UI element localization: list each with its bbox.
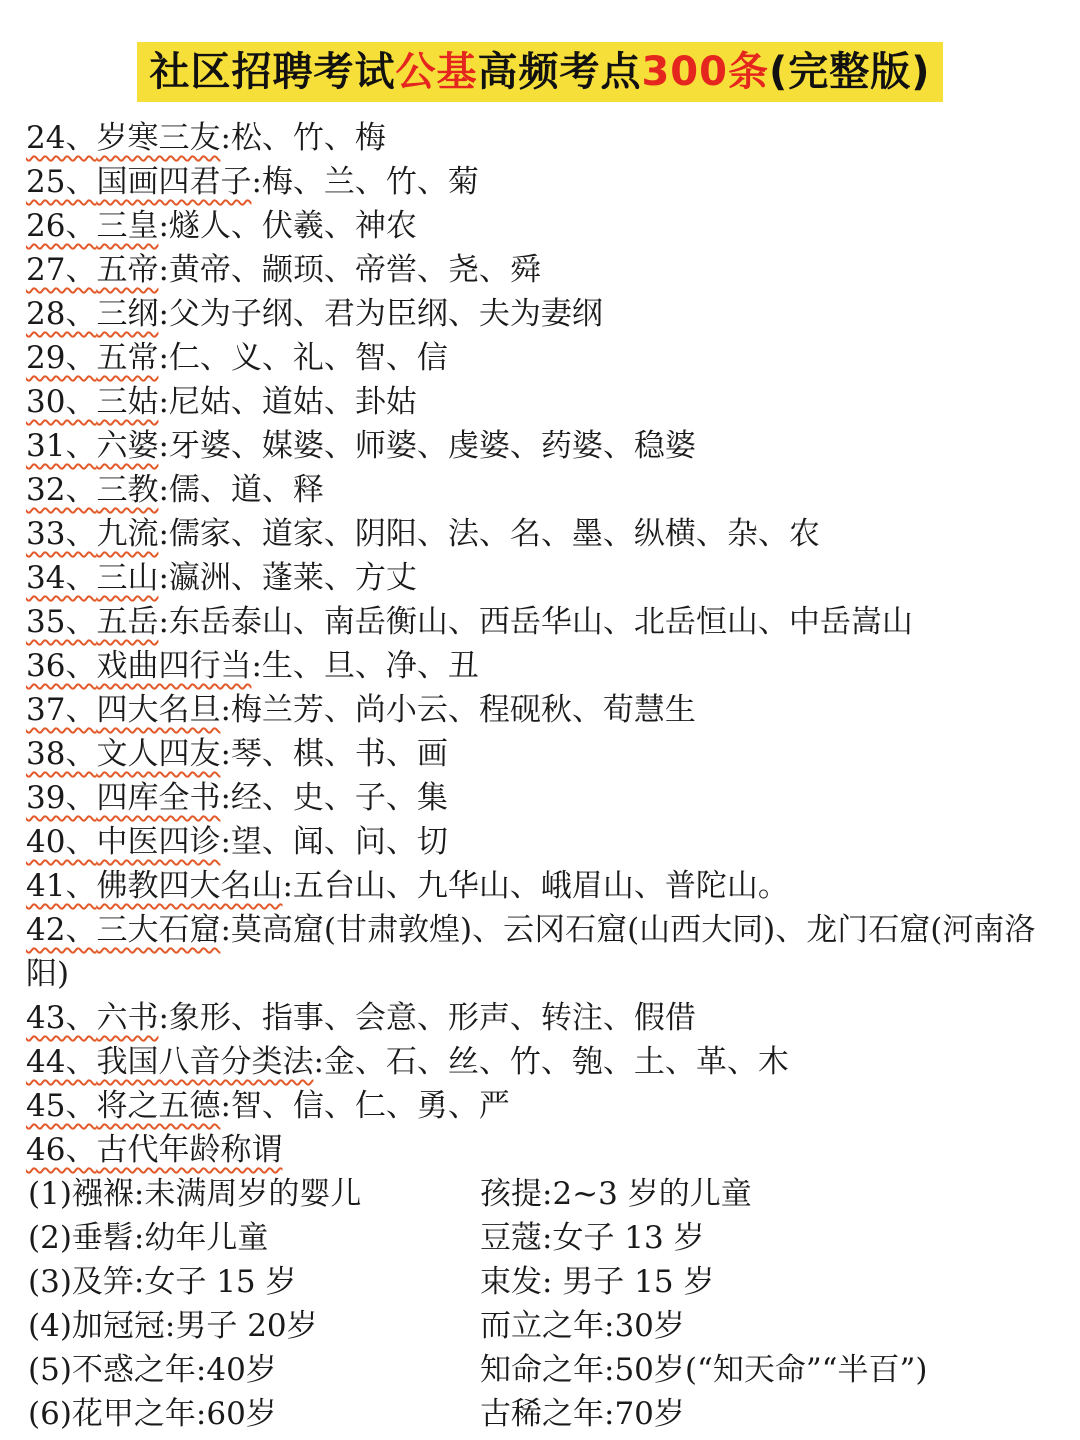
item-33: [26, 512, 1066, 556]
title-part3: 高频考点: [477, 49, 642, 95]
age-term-right: 孩提:2~3 岁的儿童: [480, 1176, 752, 1212]
item-40: [26, 820, 1066, 864]
title-bar: [0, 42, 1080, 102]
item-term: 24、岁寒三友: [26, 120, 221, 156]
item-46: [26, 1128, 1066, 1172]
item-41: [26, 864, 1066, 908]
item-content: :黄帝、颛顼、帝喾、尧、舜: [158, 252, 541, 288]
item-term: 25、国画四君子: [26, 164, 252, 200]
item-30: [26, 380, 1066, 424]
item-term: 42、三大石窟: [26, 912, 221, 948]
item-34: [26, 556, 1066, 600]
item-content: :牙婆、媒婆、师婆、虔婆、药婆、稳婆: [158, 428, 696, 464]
age-term-left: (4)加冠冠:男子 20岁: [28, 1308, 318, 1344]
item-term: 32、三教: [26, 472, 159, 508]
age-term-right: 古稀之年:70岁: [480, 1396, 685, 1432]
title-part2-red: 公基: [395, 49, 478, 95]
item-content: :父为子纲、君为臣纲、夫为妻纲: [158, 296, 603, 332]
title-part4-red: 300条: [641, 49, 769, 95]
item-content: :经、史、子、集: [220, 780, 448, 816]
age-term-left: (3)及笄:女子 15 岁: [28, 1264, 297, 1300]
item-content: :松、竹、梅: [220, 120, 386, 156]
item-list: [26, 116, 1066, 1436]
item-content: :生、旦、净、丑: [251, 648, 479, 684]
item-31: [26, 424, 1066, 468]
item-content: :梅、兰、竹、菊: [251, 164, 479, 200]
item-term: 44、我国八音分类法: [26, 1044, 314, 1080]
age-row: [26, 1348, 1066, 1392]
item-29: [26, 336, 1066, 380]
item-content: :望、闻、问、切: [220, 824, 448, 860]
age-term-left: (1)襁褓:未满周岁的婴儿: [28, 1176, 362, 1212]
age-row: [26, 1172, 1066, 1216]
age-row: [26, 1304, 1066, 1348]
item-content: :尼姑、道姑、卦姑: [158, 384, 417, 420]
item-content: :瀛洲、蓬莱、方丈: [158, 560, 417, 596]
item-content: :儒、道、释: [158, 472, 324, 508]
item-term: 43、六书: [26, 1000, 159, 1036]
item-term: 40、中医四诊: [26, 824, 221, 860]
item-28: [26, 292, 1066, 336]
item-content: :琴、棋、书、画: [220, 736, 448, 772]
age-term-right: 知命之年:50岁(“知天命”“半百”): [480, 1352, 928, 1388]
title-part5: (完整版): [768, 49, 931, 95]
title-part1: 社区招聘考试: [149, 49, 396, 95]
item-term: 26、三皇: [26, 208, 159, 244]
item-content: :智、信、仁、勇、严: [220, 1088, 510, 1124]
item-term: 31、六婆: [26, 428, 159, 464]
item-27: [26, 248, 1066, 292]
item-term: 35、五岳: [26, 604, 159, 640]
item-term: 39、四库全书: [26, 780, 221, 816]
item-term: 38、文人四友: [26, 736, 221, 772]
item-44: [26, 1040, 1066, 1084]
item-term: 33、九流: [26, 516, 159, 552]
item-term: 29、五常: [26, 340, 159, 376]
item-term: 36、戏曲四行当: [26, 648, 252, 684]
item-term: 30、三姑: [26, 384, 159, 420]
item-term: 41、佛教四大名山: [26, 868, 283, 904]
age-term-left: (2)垂髫:幼年儿童: [28, 1220, 269, 1256]
item-42: [26, 908, 1066, 996]
item-content: :东岳泰山、南岳衡山、西岳华山、北岳恒山、中岳嵩山: [158, 604, 913, 640]
age-term-right: 而立之年:30岁: [480, 1308, 685, 1344]
age-term-left: (5)不惑之年:40岁: [28, 1352, 277, 1388]
page-title: [137, 42, 942, 102]
age-term-right: 豆蔻:女子 13 岁: [480, 1220, 705, 1256]
item-37: [26, 688, 1066, 732]
item-38: [26, 732, 1066, 776]
item-term: 37、四大名旦: [26, 692, 221, 728]
age-terms-table: [26, 1172, 1066, 1436]
item-24: [26, 116, 1066, 160]
age-row: [26, 1260, 1066, 1304]
item-content: :儒家、道家、阴阳、法、名、墨、纵横、杂、农: [158, 516, 820, 552]
item-term: 45、将之五德: [26, 1088, 221, 1124]
item-43: [26, 996, 1066, 1040]
item-term: 27、五帝: [26, 252, 159, 288]
age-row: [26, 1392, 1066, 1436]
item-term: 46、古代年龄称谓: [26, 1132, 283, 1168]
item-32: [26, 468, 1066, 512]
item-term: 28、三纲: [26, 296, 159, 332]
item-content: :莫高窟(甘肃敦煌)、云冈石窟(山西大同)、龙门石窟(河南洛阳): [26, 912, 1036, 992]
item-content: :五台山、九华山、峨眉山、普陀山。: [282, 868, 789, 904]
age-row: [26, 1216, 1066, 1260]
item-content: :仁、义、礼、智、信: [158, 340, 448, 376]
item-45: [26, 1084, 1066, 1128]
age-term-left: (6)花甲之年:60岁: [28, 1396, 277, 1432]
age-term-right: 束发: 男子 15 岁: [480, 1264, 715, 1300]
item-25: [26, 160, 1066, 204]
item-content: :象形、指事、会意、形声、转注、假借: [158, 1000, 696, 1036]
item-39: [26, 776, 1066, 820]
item-term: 34、三山: [26, 560, 159, 596]
item-26: [26, 204, 1066, 248]
item-content: :梅兰芳、尚小云、程砚秋、荀慧生: [220, 692, 696, 728]
item-36: [26, 644, 1066, 688]
item-content: :燧人、伏羲、神农: [158, 208, 417, 244]
item-35: [26, 600, 1066, 644]
item-content: :金、石、丝、竹、匏、土、革、木: [313, 1044, 789, 1080]
